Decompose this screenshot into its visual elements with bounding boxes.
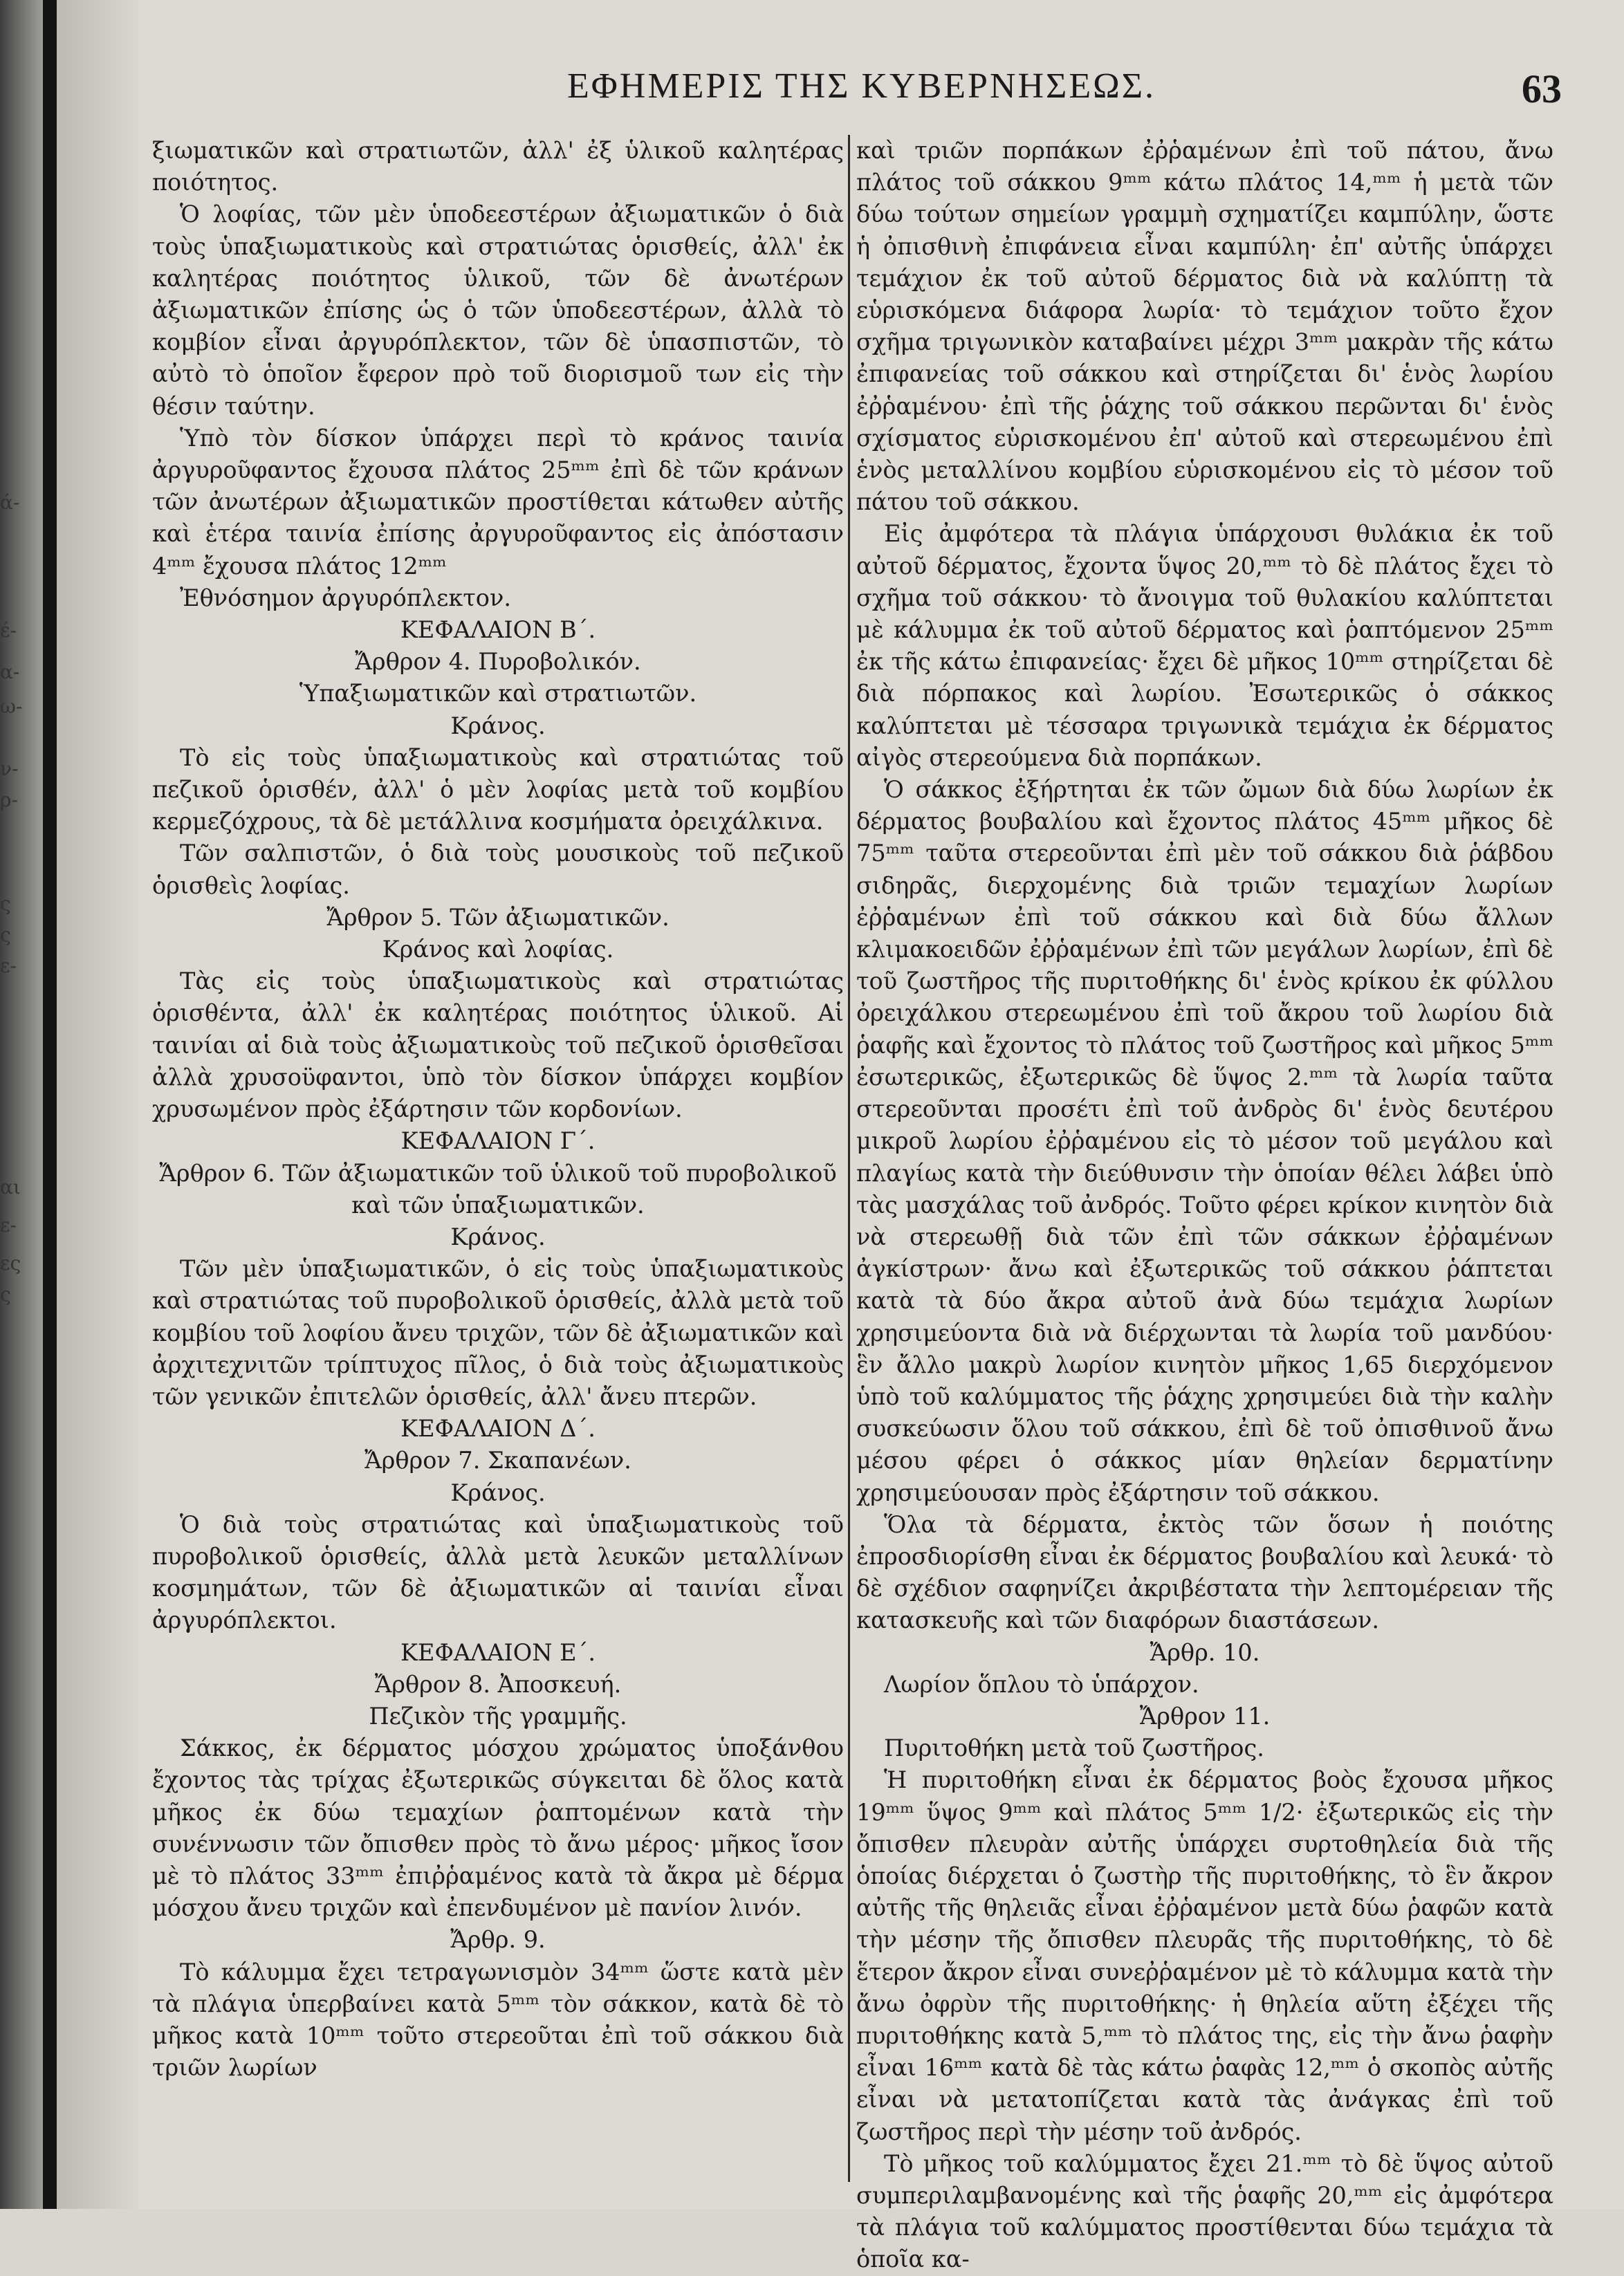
section-heading: Κράνος. bbox=[450, 712, 546, 739]
section-heading: ΚΕΦΑΛΑΙΟΝ Ε΄. bbox=[400, 1638, 596, 1666]
margin-fragment: ν- bbox=[0, 757, 19, 780]
paragraph: Τὰς εἰς τοὺς ὑπαξιωματικοὺς καὶ στρατιώτας ὁρισθέντα, ἀλλ' ἐκ καλητέρας ποιότητος ὑλικοῦ. Αἱ ταινίαι αἱ διὰ τοὺς ἀξιωματικοὺς τοῦ πεζικοῦ ὁρισθεῖσαι ἀλλὰ χρυσοϋφαντοι, ὑπὸ τὸν δίσκον ὑπάρχει κομβίον χρυσωμένον πρὸς ἐξάρτησιν τῶν κορδονίων. bbox=[152, 968, 844, 1123]
margin-fragment: ς bbox=[0, 923, 11, 946]
section-heading: Κράνος. bbox=[450, 1223, 546, 1250]
left-column bbox=[152, 135, 844, 2182]
margin-fragment: ω- bbox=[0, 695, 23, 718]
section-heading: Ἄρθρον 4. Πυροβολικόν. bbox=[355, 648, 641, 676]
column-rule bbox=[848, 135, 850, 2182]
page-number: 63 bbox=[1522, 66, 1562, 111]
paragraph: Ὁ λοφίας, τῶν μὲν ὑποδεεστέρων ἀξιωματικῶν ὁ διὰ τοὺς ὑπαξιωματικοὺς καὶ στρατιώτας ὁρισθείς, ἀλλ' ἐκ καλητέρας ποιότητος ὑλικοῦ, τῶν δὲ ἀνωτέρων ἀξιωματικῶν ἐπίσης ὡς ὁ τῶν ὑποδεεστέρων, ἀλλὰ τὸ κομβίον εἶναι ἀργυρόπλεκτον, τῶν δὲ ὑπασπιστῶν, τὸ αὐτὸ τὸ ὁποῖον ἔφερον πρὸ τοῦ διορισμοῦ των εἰς τὴν θέσιν ταύτην. bbox=[152, 201, 844, 420]
margin-fragment: ς bbox=[0, 1283, 11, 1306]
margin-fragment: έ- bbox=[0, 619, 17, 642]
section-heading: Ὑπαξιωματικῶν καὶ στρατιωτῶν. bbox=[299, 680, 697, 707]
margin-fragment: ε- bbox=[0, 1214, 17, 1237]
section-heading: Ἄρθρ. 10. bbox=[1150, 1638, 1260, 1666]
paragraph: Σάκκος, ἐκ δέρματος μόσχου χρώματος ὑποξάνθου ἔχοντος τὰς τρίχας ἐξωτερικῶς σύγκειται δὲ ὅλος κατὰ μῆκος ἐκ δύω τεμαχίων ῥαπτομένων κατὰ τὴν συνέννωσιν τῶν ὄπισθεν πρὸς τὸ ἄνω μέρος· μῆκος ἴσον μὲ τὸ πλάτος 33ᵐᵐ ἐπιῤῥαμένος κατὰ τὰ ἄκρα μὲ δέρμα μόσχου ἄνευ τριχῶν καὶ ἐπενδυμένον μὲ πανίον λινόν. bbox=[152, 1734, 844, 1922]
section-heading: Ἄρθρ. 9. bbox=[450, 1926, 546, 1954]
paragraph: Ὁ διὰ τοὺς στρατιώτας καὶ ὑπαξιωματικοὺς τοῦ πυροβολικοῦ ὁρισθείς, ἀλλὰ μετὰ λευκῶν μεταλλίνων κοσμημάτων, τῶν δὲ ἀξιωματικῶν αἱ ταινίαι εἶναι ἀργυρόπλεκτοι. bbox=[152, 1510, 844, 1634]
section-heading: Κράνος καὶ λοφίας. bbox=[382, 936, 614, 963]
paragraph: Τῶν μὲν ὑπαξιωματικῶν, ὁ εἰς τοὺς ὑπαξιωματικοὺς καὶ στρατιώτας τοῦ πυροβολικοῦ ὁρισθείς, ἀλλὰ μετὰ τοῦ κομβίου τοῦ λοφίου ἄνευ τριχῶν, τῶν δὲ ἀξιωματικῶν καὶ ἀρχιτεχνιτῶν τρίπτυχος πῖλος, ὁ διὰ τοὺς ἀξιωματικοὺς τῶν γενικῶν ἐπιτελῶν ὁρισθείς, ἀλλ' ἄνευ πτερῶν. bbox=[152, 1255, 844, 1410]
margin-fragment: ς bbox=[0, 892, 11, 915]
margin-fragment: α- bbox=[0, 660, 20, 683]
margin-fragment: ες bbox=[0, 1252, 21, 1275]
section-heading: Ἄρθρον 8. Ἀποσκευή. bbox=[374, 1670, 622, 1698]
book-gutter bbox=[0, 0, 138, 2209]
paragraph: Τὸ εἰς τοὺς ὑπαξιωματικοὺς καὶ στρατιώτας τοῦ πεζικοῦ ὁρισθέν, ἀλλ' ὁ μὲν λοφίας μετὰ τοῦ κομβίου κερμεζόχρους, τὰ δὲ μετάλλινα κοσμήματα ὀρειχάλκινα. bbox=[152, 743, 844, 835]
section-heading: Ἄρθρον 11. bbox=[1139, 1702, 1271, 1730]
margin-fragment: ά- bbox=[0, 491, 20, 514]
paragraph: Ὑπὸ τὸν δίσκον ὑπάρχει περὶ τὸ κράνος ταινία ἀργυροῦφαντος ἔχουσα πλάτος 25ᵐᵐ ἐπὶ δὲ τῶν κράνων τῶν ἀνωτέρων ἀξιωματικῶν προστίθεται κάτωθεν αὐτῆς καὶ ἑτέρα ταινία ἐπίσης ἀργυροῦφαντος εἰς ἀπόστασιν 4ᵐᵐ ἔχουσα πλάτος 12ᵐᵐ bbox=[152, 424, 844, 580]
section-heading: Ἄρθρον 7. Σκαπανέων. bbox=[365, 1447, 631, 1474]
paragraph: Ὁ σάκκος ἐξήρτηται ἐκ τῶν ὤμων διὰ δύω λωρίων ἐκ δέρματος βουβαλίου καὶ ἔχοντος πλάτος 45ᵐᵐ μῆκος δὲ 75ᵐᵐ ταῦτα στερεοῦνται ἐπὶ μὲν τοῦ σάκκου διὰ ῥάβδου σιδηρᾶς, διερχομένης διὰ τριῶν τεμαχίων λωρίων ἐῤῥαμένων ἐπὶ τοῦ σάκκου καὶ διὰ δύω ἄλλων κλιμακοειδῶν ἐῤῥαμένων ἐπὶ τῶν μεγάλων λωρίων, ἐπὶ δὲ τοῦ ζωστῆρος τῆς πυριτοθήκης δι' ἑνὸς κρίκου ἐκ φύλλου ὀρειχάλκου στερεωμένου ἐπὶ τοῦ ἄκρου τοῦ λωρίου διὰ ῥαφῆς καὶ ἔχοντος τὸ πλάτος τοῦ ζωστῆρος καὶ μῆκος 5ᵐᵐ ἐσωτερικῶς, ἐξωτερικῶς δὲ ὕψος 2.ᵐᵐ τὰ λωρία ταῦτα στερεοῦνται προσέτι ἐπὶ τοῦ ἀνδρὸς δι' ἑνὸς δευτέρου μικροῦ λωρίου ἐῤῥαμένου εἰς τὸ μέσον τοῦ μεγάλου καὶ πλαγίως κατὰ τὴν διεύθυνσιν τὴν ὁποίαν θέλει λάβει ὑπὸ τὰς μασχάλας τοῦ ἀνδρός. Τοῦτο φέρει κρίκον κινητὸν διὰ νὰ στερεωθῇ διὰ τῶν ἐπὶ τῶν σάκκων ἐῤῥαμένων ἀγκίστρων· ἄνω καὶ ἐξωτερικῶς τοῦ σάκκου ῥάπτεται κατὰ τὰ δύο ἄκρα αὐτοῦ ἀνὰ δύω τεμάχια λωρίων χρησιμεύοντα διὰ νὰ διέρχωνται τὰ λωρία τοῦ μανδύου· ἓν ἄλλο μακρὺ λωρίον κινητὸν μῆκος 1,65 διερχόμενον ὑπὸ τοῦ καλύμματος τῆς ῥάχης χρησιμεύει διὰ τὴν καλὴν συσκεύωσιν ὅλου τοῦ σάκκου, ἐπὶ δὲ τοῦ ὀπισθινοῦ ἄνω μέσου φέρει ὁ σάκκος μίαν θηλείαν δερματίνην χρησιμεύουσαν πρὸς ἐξάρτησιν τοῦ σάκκου. bbox=[856, 776, 1553, 1506]
paragraph-continued: καὶ τριῶν πορπάκων ἐῤῥαμένων ἐπὶ τοῦ πάτου, ἄνω πλάτος τοῦ σάκκου 9ᵐᵐ κάτω πλάτος 14,ᵐᵐ ἡ μετὰ τῶν δύω τούτων σημείων γραμμὴ σχηματίζει καμπύλην, ὥστε ἡ ὀπισθινὴ ἐπιφάνεια εἶναι καμπύλη· ἐπ' αὐτῆς ὑπάρχει τεμάχιον ἐκ τοῦ αὐτοῦ δέρματος διὰ νὰ καλύπτῃ τὰ εὑρισκόμενα διάφορα λωρία· τὸ τεμάχιον τοῦτο ἔχον σχῆμα τριγωνικὸν καταβαίνει μέχρι 3ᵐᵐ μακρὰν τῆς κάτω ἐπιφανείας τοῦ σάκκου καὶ στηρίζεται δι' ἑνὸς λωρίου ἐῤῥαμένου· ἐπὶ τῆς ῥάχης τοῦ σάκκου περῶνται δι' ἑνὸς σχίσματος εὑρισκομένου ἐπ' αὐτοῦ καὶ στερεωμένου ἐπὶ ἑνὸς μεταλλίνου κομβίου εὑρισκομένου εἰς τὸ μέσον τοῦ πάτου τοῦ σάκκου. bbox=[856, 137, 1553, 516]
section-heading: Πεζικὸν τῆς γραμμῆς. bbox=[369, 1702, 627, 1730]
section-heading: ΚΕΦΑΛΑΙΟΝ Δ΄. bbox=[400, 1415, 596, 1443]
book-spine bbox=[43, 0, 57, 2209]
paragraph: Ἡ πυριτοθήκη εἶναι ἐκ δέρματος βοὸς ἔχουσα μῆκος 19ᵐᵐ ὕψος 9ᵐᵐ καὶ πλάτος 5ᵐᵐ 1/2· ἐξωτερικῶς εἰς τὴν ὄπισθεν πλευρὰν αὐτῆς ὑπάρχει συρτοθηλεία διὰ τῆς ὁποίας διέρχεται ὁ ζωστὴρ τῆς πυριτοθήκης, τὸ ἓν ἄκρον αὐτῆς τῆς θηλειᾶς εἶναι ἐῤῥαμένον μετὰ δύω ῥαφῶν κατὰ τὴν μέσην τῆς ὄπισθεν πλευρᾶς τῆς πυριτοθήκης, τὸ δὲ ἕτερον ἄκρον εἶναι συνεῤῥαμένον μὲ τὸ κάλυμμα κατὰ τὴν ἄνω ὀφρὺν τῆς πυριτοθήκης· ἡ θηλεία αὕτη ἐξέχει τῆς πυριτοθήκης κατὰ 5,ᵐᵐ τὸ πλάτος της, εἰς τὴν ἄνω ῥαφὴν εἶναι 16ᵐᵐ κατὰ δὲ τὰς κάτω ῥαφὰς 12,ᵐᵐ ὁ σκοπὸς αὐτῆς εἶναι νὰ μετατοπίζεται κατὰ τὰς ἀνάγκας ἐπὶ τοῦ ζωστῆρος περὶ τὴν μέσην τοῦ ἀνδρός. bbox=[856, 1766, 1553, 2145]
margin-fragment: αι bbox=[0, 1176, 21, 1199]
subheading: Λωρίον ὅπλου τὸ ὑπάρχον. bbox=[884, 1670, 1199, 1698]
section-heading: Ἄρθρον 5. Τῶν ἀξιωματικῶν. bbox=[326, 903, 670, 931]
section-heading: ΚΕΦΑΛΑΙΟΝ Β΄. bbox=[400, 616, 596, 644]
subheading: Ἐθνόσημον ἀργυρόπλεκτον. bbox=[180, 584, 511, 611]
paragraph: Εἰς ἀμφότερα τὰ πλάγια ὑπάρχουσι θυλάκια ἐκ τοῦ αὐτοῦ δέρματος, ἔχοντα ὕψος 20,ᵐᵐ τὸ δὲ πλάτος ἔχει τὸ σχῆμα τοῦ σάκκου· τὸ ἄνοιγμα τοῦ θυλακίου καλύπτεται μὲ κάλυμμα ἐκ τοῦ αὐτοῦ δέρματος καὶ ῥαπτόμενον 25ᵐᵐ ἐκ τῆς κάτω ἐπιφανείας· ἔχει δὲ μῆκος 10ᵐᵐ στηρίζεται δὲ διὰ πόρπακος καὶ λωρίου. Ἐσωτερικῶς ὁ σάκκος καλύπτεται μὲ τέσσαρα τριγωνικὰ τεμάχια ἐκ δέρματος αἰγὸς στερεούμενα διὰ πορπάκων. bbox=[856, 520, 1553, 771]
paragraph: Ὅλα τὰ δέρματα, ἐκτὸς τῶν ὅσων ἡ ποιότης ἐπροσδιορίσθη εἶναι ἐκ δέρματος βουβαλίου καὶ λευκά· τὸ δὲ σχέδιον σαφηνίζει ἀκριβέστατα τὴν λεπτομέρειαν τῆς κατασκευῆς καὶ τῶν διαφόρων διαστάσεων. bbox=[856, 1510, 1553, 1634]
section-heading: Ἄρθρον 6. Τῶν ἀξιωματικῶν τοῦ ὑλικοῦ τοῦ πυροβολικοῦ καὶ τῶν ὑπαξιωματικῶν. bbox=[159, 1159, 837, 1219]
section-heading: ΚΕΦΑΛΑΙΟΝ Γ΄. bbox=[400, 1127, 596, 1155]
paragraph: Τὸ μῆκος τοῦ καλύμματος ἔχει 21.ᵐᵐ τὸ δὲ ὕψος αὐτοῦ συμπεριλαμβανομένης καὶ τῆς ῥαφῆς 20,ᵐᵐ εἰς ἀμφότερα τὰ πλάγια τοῦ καλύμματος προστίθενται δύω τεμάχια τὰ ὁποῖα κα- bbox=[856, 2149, 1553, 2273]
right-column bbox=[856, 135, 1553, 2273]
section-heading: Κράνος. bbox=[450, 1479, 546, 1506]
running-header: ΕΦΗΜΕΡΙΣ ΤΗΣ ΚΥΒΕΡΝΗΣΕΩΣ. bbox=[567, 66, 1156, 106]
margin-fragment: ε- bbox=[0, 954, 17, 977]
paragraph: Τῶν σαλπιστῶν, ὁ διὰ τοὺς μουσικοὺς τοῦ πεζικοῦ ὁρισθεὶς λοφίας. bbox=[152, 840, 844, 899]
margin-fragment: ρ- bbox=[0, 788, 18, 811]
paragraph: Τὸ κάλυμμα ἔχει τετραγωνισμὸν 34ᵐᵐ ὥστε κατὰ μὲν τὰ πλάγια ὑπερβαίνει κατὰ 5ᵐᵐ τὸν σάκκον, κατὰ δὲ τὸ μῆκος κατὰ 10ᵐᵐ τοῦτο στερεοῦται ἐπὶ τοῦ σάκκου διὰ τριῶν λωρίων bbox=[152, 1958, 844, 2082]
subheading: Πυριτοθήκη μετὰ τοῦ ζωστῆρος. bbox=[884, 1734, 1264, 1762]
paragraph-continued: ξιωματικῶν καὶ στρατιωτῶν, ἀλλ' ἐξ ὑλικοῦ καλητέρας ποιότητος. bbox=[152, 137, 844, 196]
